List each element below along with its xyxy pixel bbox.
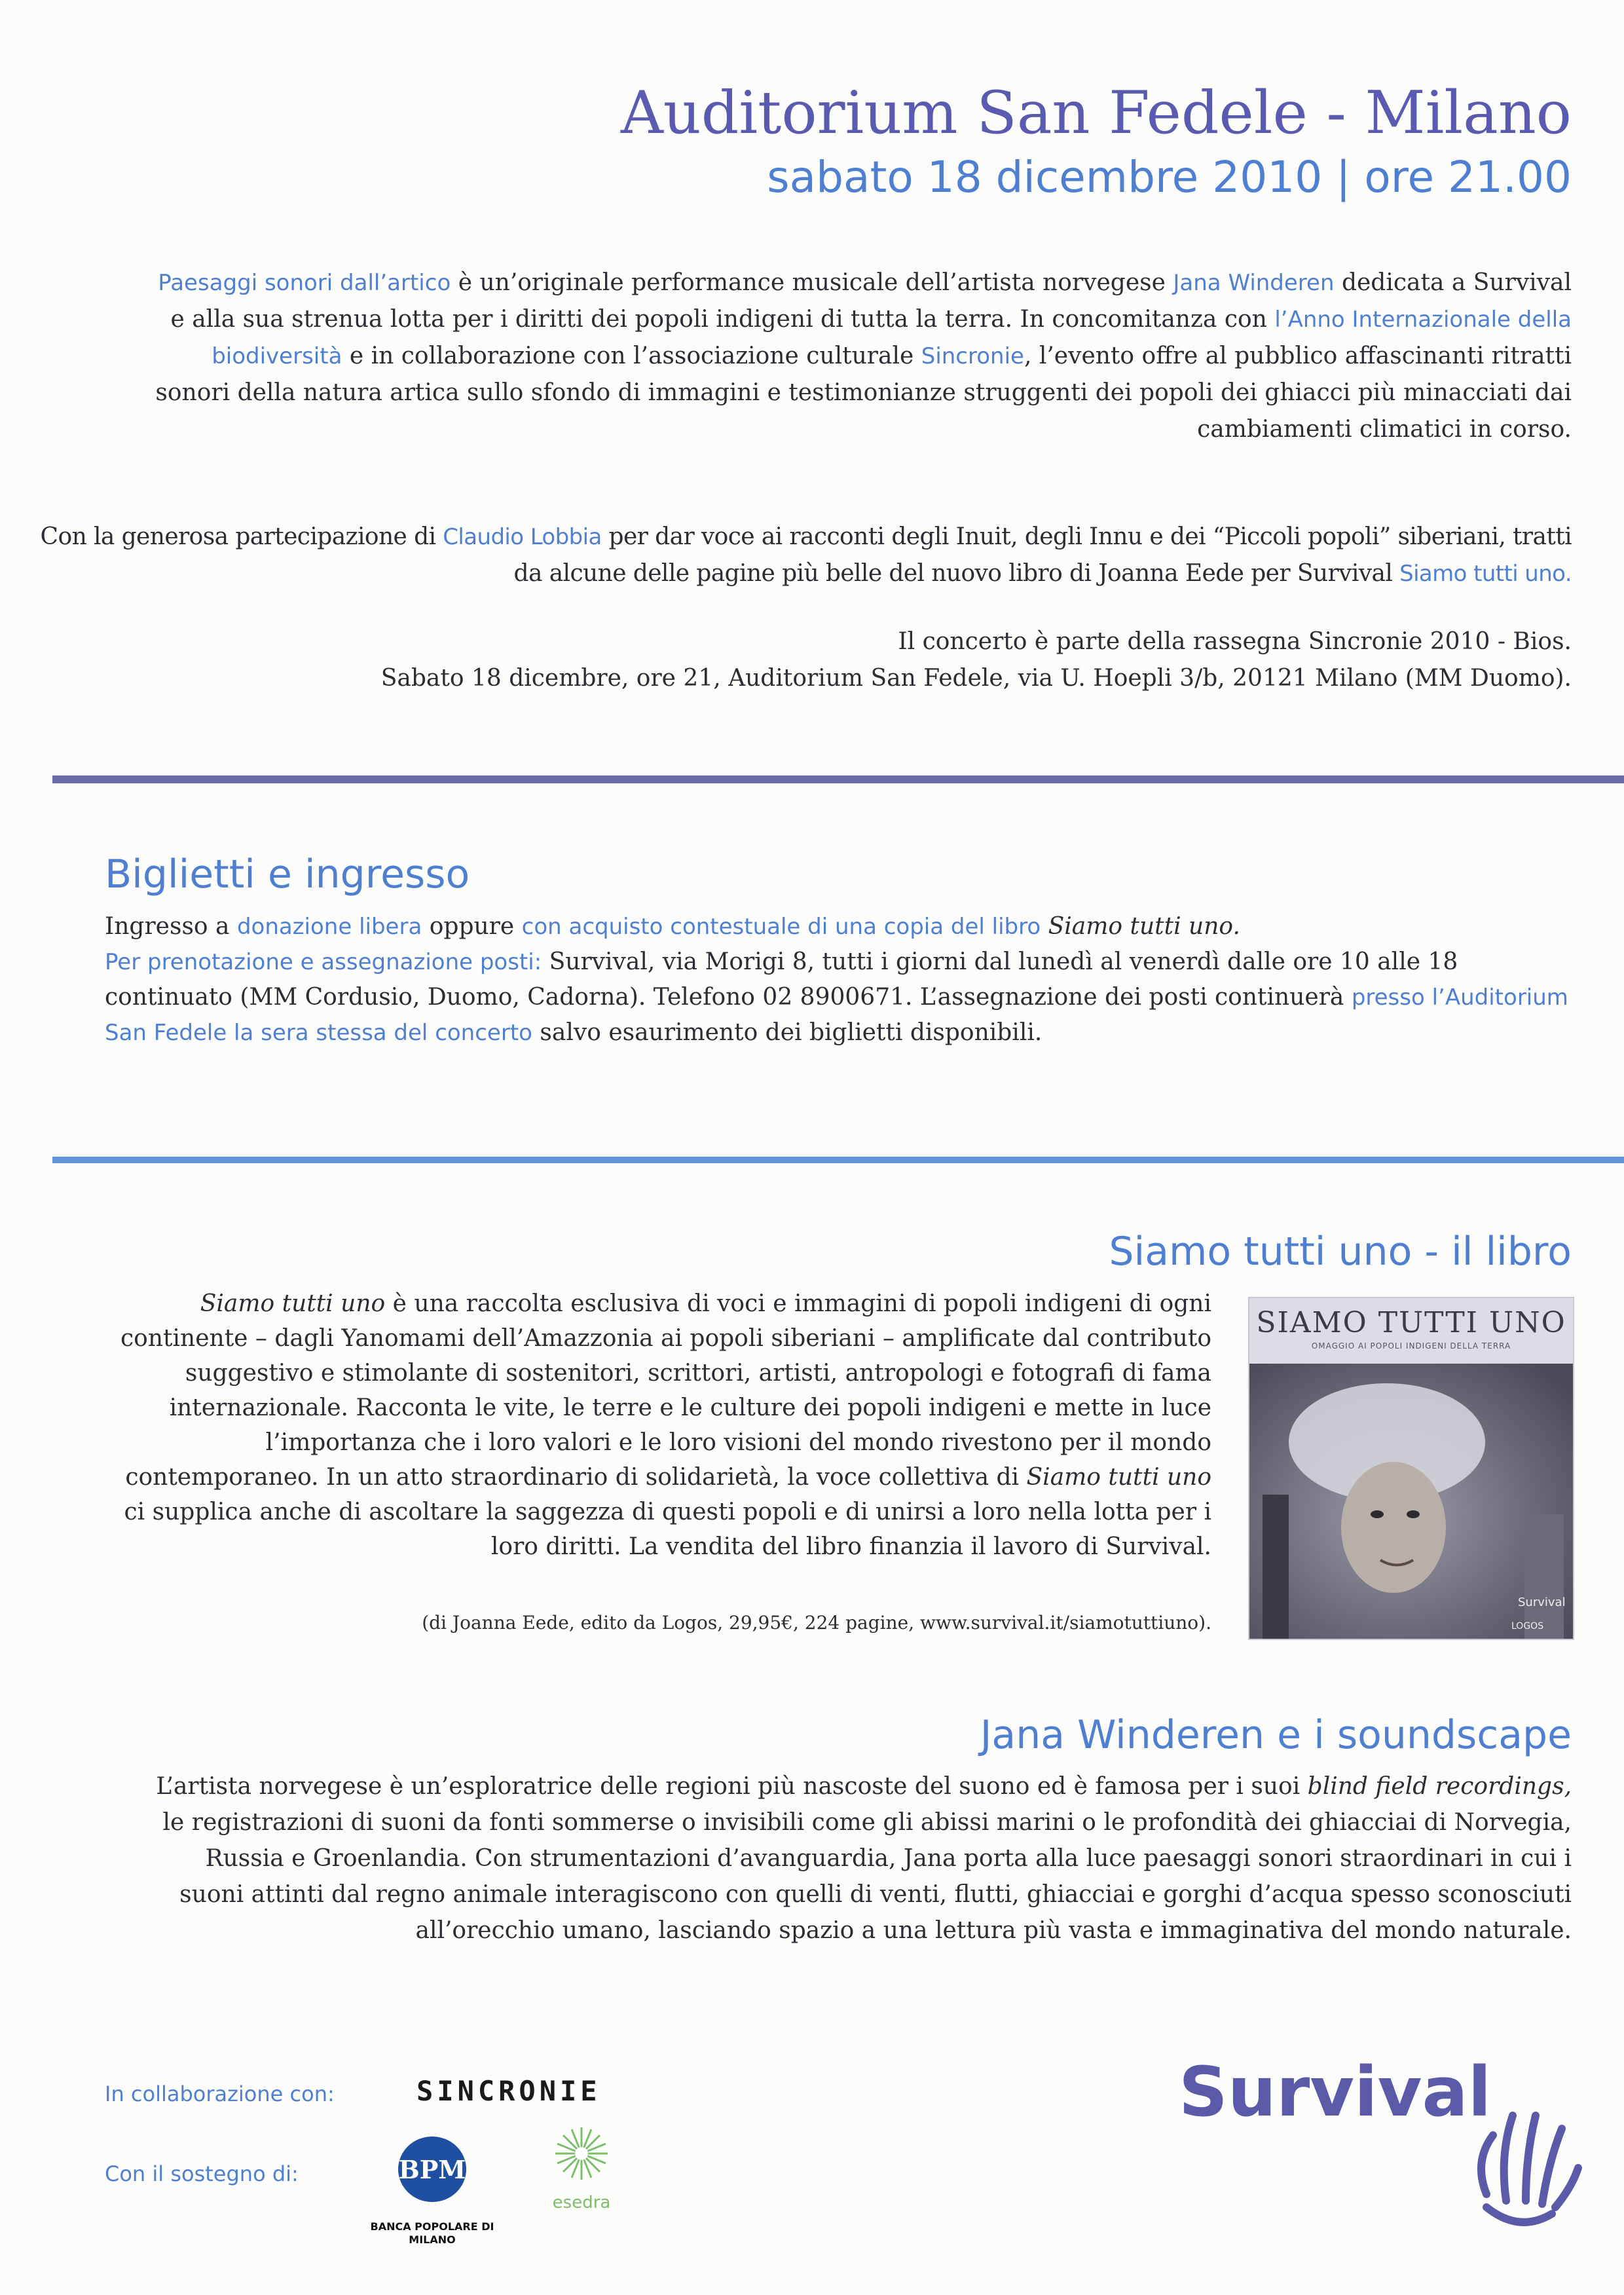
- book-name: Siamo tutti uno.: [1399, 561, 1572, 587]
- participation-paragraph: [26, 519, 1572, 592]
- tickets-purchase: con acquisto contestuale di una copia del libro: [521, 914, 1041, 940]
- book-title-inline-2: Siamo tutti uno: [1026, 1464, 1211, 1491]
- event-date: sabato 18 dicembre 2010 | ore 21.00: [767, 152, 1572, 202]
- tickets-text-5: Survival, via Morigi 8, tutti i giorni dal lunedì al venerdì dalle ore 10 alle 18 continuato (MM Cordusio, Duomo, Cadorna). Telefono 02 8900671. L’assegnazione dei posti continuerà: [105, 948, 1458, 1011]
- tickets-donation: donazione libera: [236, 914, 422, 940]
- hand-print-icon: [1481, 2116, 1578, 2222]
- bpm-logo-text: BPM: [398, 2155, 466, 2184]
- participation-text-1: Con la generosa partecipazione di: [40, 523, 443, 550]
- survival-logo: [1179, 2043, 1585, 2240]
- intro-paragraph: [144, 265, 1572, 448]
- book-cover-image: [1248, 1297, 1574, 1640]
- esedra-burst-icon: [549, 2121, 614, 2193]
- venue-title: Auditorium San Fedele - Milano: [620, 79, 1572, 147]
- intro-text-1: è un’originale performance musicale dell’artista norvegese: [451, 269, 1173, 296]
- cover-photo: [1249, 1364, 1573, 1639]
- jana-emphasis: blind field recordings,: [1307, 1773, 1572, 1800]
- intro-text-3: e in collaborazione con l’associazione culturale: [342, 343, 921, 369]
- book-details-note: (di Joanna Eede, edito da Logos, 29,95€, 224 pagine, www.survival.it/siamotuttiuno).: [422, 1612, 1211, 1633]
- jana-text-1: L’artista norvegese è un’esploratrice delle regioni più nascoste del suono ed è famosa per i suoi: [156, 1773, 1308, 1800]
- cover-title: SIAMO TUTTI UNO: [1256, 1306, 1566, 1339]
- tickets-text-3: [1041, 913, 1048, 940]
- tickets-text-1: Ingresso a: [105, 913, 237, 940]
- svg-text:Survival: Survival: [1518, 1595, 1566, 1609]
- association-name: Sincronie: [921, 343, 1024, 369]
- tickets-text-6: salvo esaurimento dei biglietti disponibili.: [532, 1019, 1043, 1046]
- tickets-title: Biglietti e ingresso: [105, 851, 470, 897]
- jana-text-2: le registrazioni di suoni da fonti sommerse o invisibili come gli abissi marini o le profondità dei ghiacciai di Norvegia, Russia e Groenlandia. Con strumentazioni d’avanguardia, Jana porta alla luce paesaggi sonori straordinari in cui i suoni attinti dal regno animale interagiscono con quelli di venti, flutti, ghiacciai e gorghi d’acqua spesso sconosciuti all’orecchio umano, lasciando spazio a una lettura più vasta e immaginativa del mondo naturale.: [162, 1809, 1572, 1944]
- tickets-booking-label: Per prenotazione e assegnazione posti:: [105, 949, 542, 975]
- esedra-logo-text: esedra: [552, 2193, 611, 2212]
- collab-label: In collaborazione con:: [105, 2081, 335, 2106]
- bpm-bank-name: BANCA POPOLARE DI MILANO: [370, 2220, 494, 2246]
- support-label: Con il sostegno di:: [105, 2161, 299, 2186]
- tickets-venue-note: presso l’Auditorium San Fedele la sera stessa del concerto: [105, 984, 1568, 1046]
- bpm-logo-icon: [367, 2122, 498, 2220]
- sincronie-logo: SINCRONIE: [416, 2075, 601, 2107]
- book-text-2: ci supplica anche di ascoltare la saggezza di questi popoli e di unirsi a loro nella lotta per i loro diritti. La vendita del libro finanzia il lavoro di Survival.: [124, 1499, 1211, 1560]
- artist-name: Jana Winderen: [1173, 270, 1335, 296]
- jana-section-title: Jana Winderen e i soundscape: [980, 1712, 1572, 1758]
- book-section-title: Siamo tutti uno - il libro: [1109, 1229, 1572, 1275]
- divider-top: [52, 775, 1624, 783]
- survival-logo-text: Survival: [1179, 2052, 1492, 2132]
- performance-name: Paesaggi sonori dall’artico: [158, 270, 451, 296]
- cover-subtitle: OMAGGIO AI POPOLI INDIGENI DELLA TERRA: [1311, 1341, 1511, 1351]
- year-name: l’Anno Internazionale della biodiversità: [212, 307, 1572, 369]
- intro-text-2: dedicata a Survival e alla sua strenua lotta per i diritti dei popoli indigeni di tutta la terra. In concomitanza con: [170, 269, 1572, 333]
- concert-info: [65, 624, 1572, 697]
- tickets-book: Siamo tutti uno.: [1048, 913, 1240, 940]
- svg-text:LOGOS: LOGOS: [1511, 1621, 1544, 1632]
- book-title-inline: Siamo tutti uno: [200, 1290, 386, 1317]
- intro-text-4: , l’evento offre al pubblico affascinanti ritratti sonori della natura artica sullo sfondo di immagini e testimonianze struggenti dei popoli dei ghiacci più minacciati dai cambiamenti climatici in corso.: [155, 343, 1572, 443]
- book-text-1: è una raccolta esclusiva di voci e immagini di popoli indigeni di ogni continente – dagli Yanomami dell’Amazzonia ai popoli siberiani – amplificate dal contributo suggestivo e stimolante di sostenitori, scrittori, artisti, antropologi e fotografi di fama internazionale. Racconta le vite, le terre e le culture dei popoli indigeni e mette in luce l’importanza che i loro valori e le loro visioni del mondo rivestono per il mondo contemporaneo. In un atto straordinario di solidarietà, la voce collettiva di: [120, 1290, 1211, 1491]
- actor-name: Claudio Lobbia: [443, 524, 602, 550]
- concert-line-2: Sabato 18 dicembre, ore 21, Auditorium San Fedele, via U. Hoepli 3/b, 20121 Milano (MM Duomo).: [380, 665, 1572, 692]
- tickets-text-2: oppure: [422, 913, 522, 940]
- book-paragraph: [118, 1286, 1211, 1564]
- jana-paragraph: [144, 1768, 1572, 1949]
- concert-line-1: Il concerto è parte della rassegna Sincronie 2010 - Bios.: [898, 628, 1572, 655]
- tickets-paragraph: [105, 909, 1585, 1051]
- participation-text-2: per dar voce ai racconti degli Inuit, degli Innu e dei “Piccoli popoli” siberiani, tratti da alcune delle pagine più belle del nuovo libro di Joanna Eede per Survival: [513, 523, 1572, 587]
- divider-middle: [52, 1157, 1624, 1163]
